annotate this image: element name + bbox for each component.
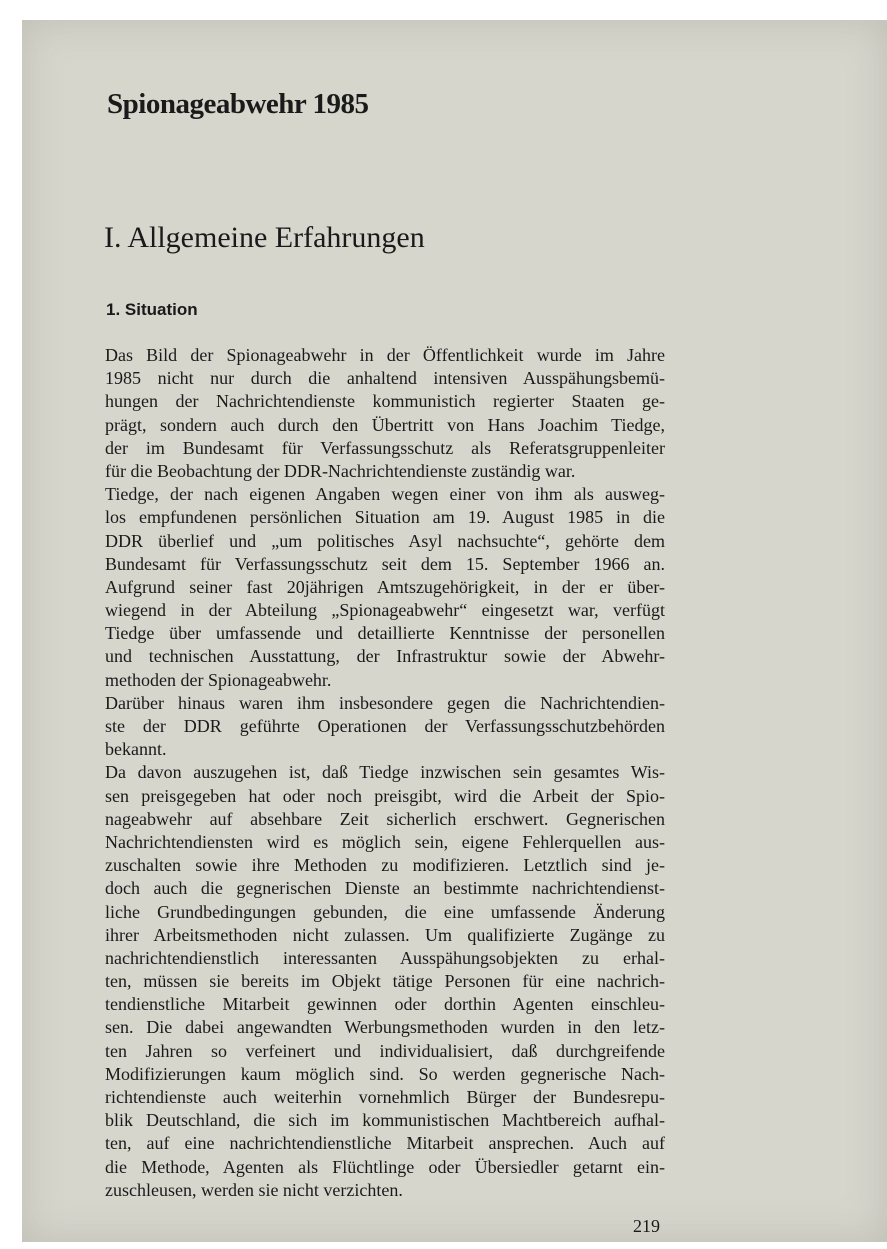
body-line: liche Grundbedingungen gebunden, die eine umfassende Änderung <box>105 901 665 922</box>
body-line: richtendienste auch weiterhin vornehmlich Bürger der Bundesrepu- <box>105 1087 665 1107</box>
body-line: los empfundenen persönlichen Situation am 19. August 1985 in die <box>105 507 665 528</box>
body-line: nageabwehr auf absehbare Zeit sicherlich erschwert. Gegnerischen <box>105 808 665 829</box>
body-line: Nachrichtendiensten wird es möglich sein, eigene Fehlerquellen aus- <box>105 831 665 852</box>
subsection-heading: 1. Situation <box>106 300 198 319</box>
chapter-title: Spionageabwehr 1985 <box>107 88 369 120</box>
page-number: 219 <box>633 1216 660 1236</box>
body-line: Aufgrund seiner fast 20jährigen Amtszugehörigkeit, in der er über- <box>105 576 665 597</box>
body-line: DDR überlief und „um politisches Asyl nachsuchte“, gehörte dem <box>105 530 665 551</box>
body-line: zuschleusen, werden sie nicht verzichten. <box>105 1179 403 1200</box>
body-line: der im Bundesamt für Verfassungsschutz als Referatsgruppenleiter <box>105 437 665 458</box>
body-line: methoden der Spionageabwehr. <box>105 669 332 690</box>
body-line: Tiedge über umfassende und detaillierte Kenntnisse der personellen <box>105 623 665 644</box>
body-line: nachrichtendienstlich interessanten Ausspähungsobjekten zu erhal- <box>105 947 665 968</box>
body-line: sen. Die dabei angewandten Werbungsmethoden wurden in den letz- <box>105 1017 665 1038</box>
body-line: ten, auf eine nachrichtendienstliche Mitarbeit ansprechen. Auch auf <box>105 1133 665 1154</box>
body-line: sen preisgegeben hat oder noch preisgibt, wird die Arbeit der Spio- <box>105 785 665 806</box>
body-line: 1985 nicht nur durch die anhaltend intensiven Ausspähungsbemü- <box>105 368 665 389</box>
body-line: blik Deutschland, die sich im kommunistischen Machtbereich aufhal- <box>105 1110 665 1131</box>
body-line: Da davon auszugehen ist, daß Tiedge inzwischen sein gesamtes Wis- <box>105 762 665 783</box>
body-line: doch auch die gegnerischen Dienste an bestimmte nachrichtendienst- <box>105 878 665 899</box>
body-line: Modifizierungen kaum möglich sind. So werden gegnerische Nach- <box>105 1063 665 1084</box>
body-line: bekannt. <box>105 739 167 760</box>
body-line: zuschalten sowie ihre Methoden zu modifizieren. Letztlich sind je- <box>105 855 665 876</box>
body-line: die Methode, Agenten als Flüchtlinge oder Übersiedler getarnt ein- <box>105 1156 665 1177</box>
body-line: prägt, sondern auch durch den Übertritt von Hans Joachim Tiedge, <box>105 414 665 435</box>
body-line: Tiedge, der nach eigenen Angaben wegen einer von ihm als ausweg- <box>105 484 665 505</box>
body-line: tendienstliche Mitarbeit gewinnen oder dorthin Agenten einschleu- <box>105 994 665 1015</box>
body-line: Bundesamt für Verfassungsschutz seit dem 15. September 1966 an. <box>105 553 665 574</box>
body-line: Darüber hinaus waren ihm insbesondere gegen die Nachrichtendien- <box>105 692 665 713</box>
body-line: für die Beobachtung der DDR-Nachrichtendienste zuständig war. <box>105 460 576 481</box>
body-line: ten Jahren so verfeinert und individualisiert, daß durchgreifende <box>105 1040 665 1061</box>
body-line: ten, müssen sie bereits im Objekt tätige Personen für eine nachrich- <box>105 971 665 992</box>
section-heading: I. Allgemeine Erfahrungen <box>104 221 425 254</box>
body-line: ihrer Arbeitsmethoden nicht zulassen. Um qualifizierte Zugänge zu <box>105 924 665 945</box>
body-line: und technischen Ausstattung, der Infrastruktur sowie der Abwehr- <box>105 646 665 667</box>
body-text <box>105 344 665 1202</box>
body-line: wiegend in der Abteilung „Spionageabwehr“ eingesetzt war, verfügt <box>105 600 665 621</box>
body-line: hungen der Nachrichtendienste kommunistich regierter Staaten ge- <box>105 391 665 412</box>
body-line: ste der DDR geführte Operationen der Verfassungsschutzbehörden <box>105 716 665 736</box>
body-line: Das Bild der Spionageabwehr in der Öffentlichkeit wurde im Jahre <box>105 345 665 365</box>
